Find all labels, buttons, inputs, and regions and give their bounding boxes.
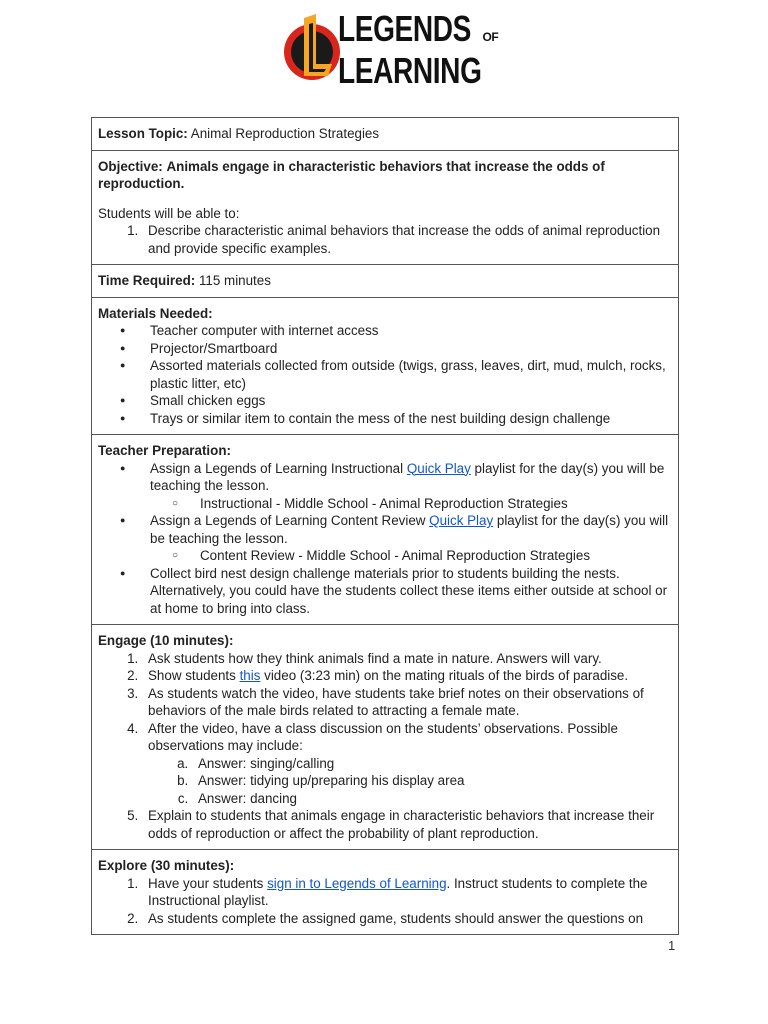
explore-row <box>92 850 679 935</box>
list-item: 5. Explain to students that animals engage in characteristic behaviors that increase their odds of reproduction or affect the probability of plant reproduction. <box>142 807 672 842</box>
list-item <box>142 875 672 910</box>
list-item: ● Projector/Smartboard <box>144 340 672 358</box>
materials-label: Materials Needed: <box>98 305 213 321</box>
lesson-topic-value: Animal Reproduction Strategies <box>190 126 380 141</box>
engage-label: Engage (10 minutes): <box>98 633 234 648</box>
objective-heading <box>98 158 672 193</box>
list-item: 1. Describe characteristic animal behaviors that increase the odds of animal reproduction and provide specific examples. <box>142 222 672 257</box>
list-item: ● Trays or similar item to contain the mess of the nest building design challenge <box>144 410 672 428</box>
objective-intro: Students will be able to: <box>98 205 240 221</box>
time-required-value: 115 minutes <box>198 273 271 288</box>
list-item-text: After the video, have a class discussion on the students’ observations. Possible observations may include: <box>148 720 618 753</box>
sub-list <box>148 755 672 808</box>
list-item: ● Small chicken eggs <box>144 392 672 410</box>
logo-emblem-icon <box>282 12 342 92</box>
list-item: ○ Instructional - Middle School - Animal Reproduction Strategies <box>194 495 672 513</box>
list-item: a. Answer: singing/calling <box>192 755 672 773</box>
lesson-topic-label: Lesson Topic: <box>98 126 188 141</box>
time-required-label: Time Required: <box>98 273 196 288</box>
time-required-row <box>92 265 679 298</box>
materials-list <box>98 322 672 427</box>
list-item: c. Answer: dancing <box>192 790 672 808</box>
page-number: 1 <box>668 938 676 953</box>
quick-play-link[interactable]: Quick Play <box>429 513 494 528</box>
list-item: ● Assorted materials collected from outside (twigs, grass, leaves, dirt, mud, mulch, rocks, plastic litter, etc) <box>144 357 672 392</box>
engage-list <box>98 650 672 843</box>
list-item-text: . Instruct students to complete the Instructional playlist. <box>148 875 648 908</box>
list-item: b. Answer: tidying up/preparing his display area <box>192 772 672 790</box>
sign-in-link[interactable]: sign in to Legends of Learning <box>267 875 447 891</box>
lesson-plan-table <box>91 117 679 935</box>
list-item: ● Collect bird nest design challenge materials prior to students building the nests. Alternatively, you could have the students collect these items either outside at school or at home to bring into class. <box>144 565 672 618</box>
sub-list <box>150 547 672 565</box>
list-item <box>142 720 672 808</box>
list-item-text: playlist for the day(s) you will be teaching the lesson. <box>150 513 669 546</box>
lesson-topic-row <box>92 118 679 151</box>
objective-value: Animals engage in characteristic behaviors that increase the odds of reproduction. <box>98 158 605 191</box>
list-item-text: video (3:23 min) on the mating rituals of the birds of paradise. <box>260 668 629 683</box>
list-item-text: Assign a Legends of Learning Content Review <box>150 513 430 528</box>
list-item: ○ Content Review - Middle School - Animal Reproduction Strategies <box>194 547 672 565</box>
teacher-preparation-list <box>98 460 672 618</box>
sub-list <box>150 495 672 513</box>
explore-list <box>98 875 672 928</box>
objective-label: Objective: <box>98 158 163 174</box>
quick-play-link[interactable]: Quick Play <box>406 460 471 476</box>
list-item-text: Show students <box>148 668 240 683</box>
engage-row <box>92 625 679 850</box>
objective-row <box>92 150 679 265</box>
teacher-preparation-row <box>92 435 679 625</box>
list-item: ● Teacher computer with internet access <box>144 322 672 340</box>
list-item: 2. As students complete the assigned game, students should answer the questions on <box>142 910 672 928</box>
video-link[interactable]: this <box>239 668 261 683</box>
list-item <box>142 667 672 685</box>
materials-row <box>92 297 679 435</box>
explore-label: Explore (30 minutes): <box>98 858 235 873</box>
list-item <box>144 460 672 513</box>
list-item: 1. Ask students how they think animals find a mate in nature. Answers will vary. <box>142 650 672 668</box>
list-item-text: playlist for the day(s) you will be teaching the lesson. <box>150 460 665 493</box>
logo-wordmark: LEGENDS OF LEARNING <box>338 8 499 91</box>
teacher-preparation-label: Teacher Preparation: <box>98 443 231 458</box>
list-item-text: Have your students <box>148 875 268 891</box>
objective-list <box>98 222 672 257</box>
legends-of-learning-logo <box>282 8 499 91</box>
list-item <box>144 512 672 565</box>
list-item: 3. As students watch the video, have students take brief notes on their observations of behaviors of the male birds related to attracting a female mate. <box>142 685 672 720</box>
list-item-text: Assign a Legends of Learning Instructional <box>150 460 407 476</box>
